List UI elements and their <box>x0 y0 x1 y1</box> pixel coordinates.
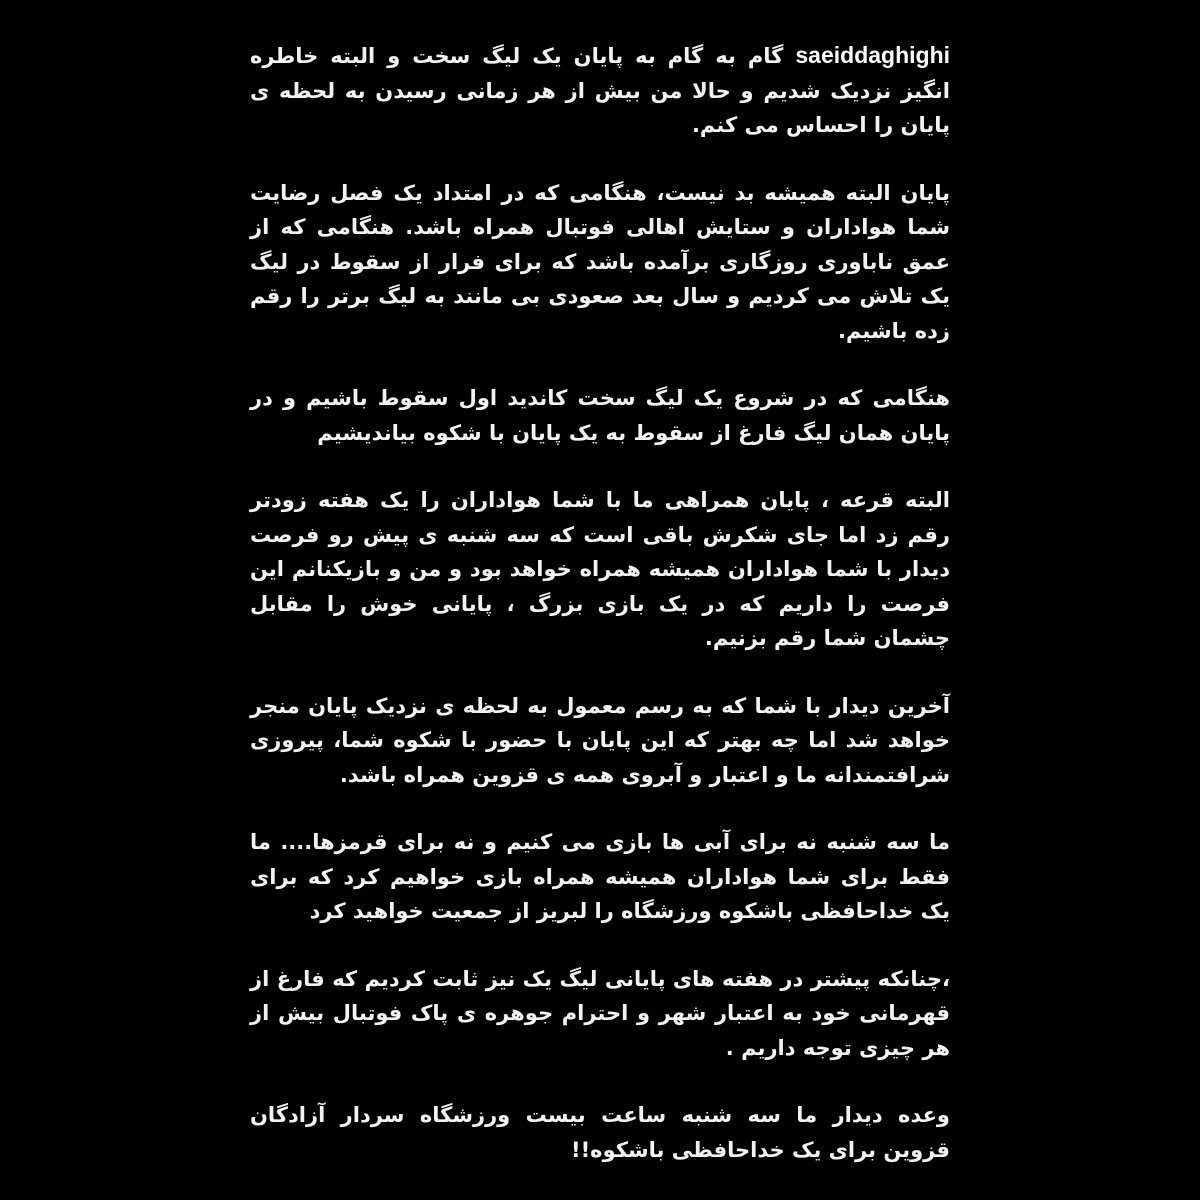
caption-paragraph-6: ما سه شنبه نه برای آبی ها بازی می کنیم و نه برای قرمزها.... ما فقط برای شما هواداران همیشه همراه بازی خواهیم کرد که برای یک خداحافظی باشکوه ورزشگاه را لبریز از جمعیت خواهید کرد <box>250 830 950 923</box>
caption-paragraph-7: ،چنانکه پیشتر در هفته های پایانی لیگ یک نیز ثابت کردیم که فارغ از قهرمانی خود به اعتبار شهر و احترام جوهره ی پاک فوتبال بیش از هر چیزی توجه داریم . <box>250 966 950 1060</box>
caption-paragraph-5: آخرین دیدار با شما که به رسم معمول به لحظه ی نزدیک پایان منجر خواهد شد اما چه بهتر که این پایان با حضور با شکوه شما، پیروزی شرافتمندانه ما و اعتبار و آبروی همه ی قزوین همراه باشد. <box>250 693 950 787</box>
caption-paragraph-4: البته قرعه ، پایان همراهی ما با شما هواداران را یک هفته زودتر رقم زد اما جای شکرش باقی است که سه شنبه ی پیش رو فرصت دیدار با شما هواداران همیشه همراه خواهد بود و من و بازیکنانم این فرصت را داریم که در یک بازی بزرگ ، پایانی خوش را مقابل چشمان شما رقم بزنیم. <box>250 488 950 650</box>
username-link[interactable]: saeiddaghighi <box>795 42 951 68</box>
caption-paragraph-8: وعده دیدار ما سه شنبه ساعت بیست ورزشگاه سردار آزادگان قزوین برای یک خداحافظی باشکوه!! <box>250 1103 950 1162</box>
caption-text-1: گام به گام به پایان یک لیگ سخت و البته خاطره انگیز نزدیک شدیم و حالا من بیش از هر زمانی رسیدن به لحظه ی پایان را احساس می کنم. <box>250 44 950 137</box>
caption-paragraph-2: پایان البته همیشه بد نیست، هنگامی که در امتداد یک فصل رضایت شما هواداران و ستایش اهالی فوتبال همراه باشد. هنگامی که از عمق ناباوری روزگاری برآمده باشد که برای فرار از سقوط در لیگ یک تلاش می کردیم و سال بعد صعودی بی مانند به لیگ برتر را رقم زده باشیم. <box>250 180 950 343</box>
post-caption <box>250 38 950 1200</box>
caption-paragraph-3: هنگامی که در شروع یک لیگ سخت کاندید اول سقوط باشیم و در پایان همان لیگ فارغ از سقوط به یک پایان با شکوه بیاندیشیم <box>250 386 950 445</box>
caption-paragraph-1 <box>250 38 950 143</box>
